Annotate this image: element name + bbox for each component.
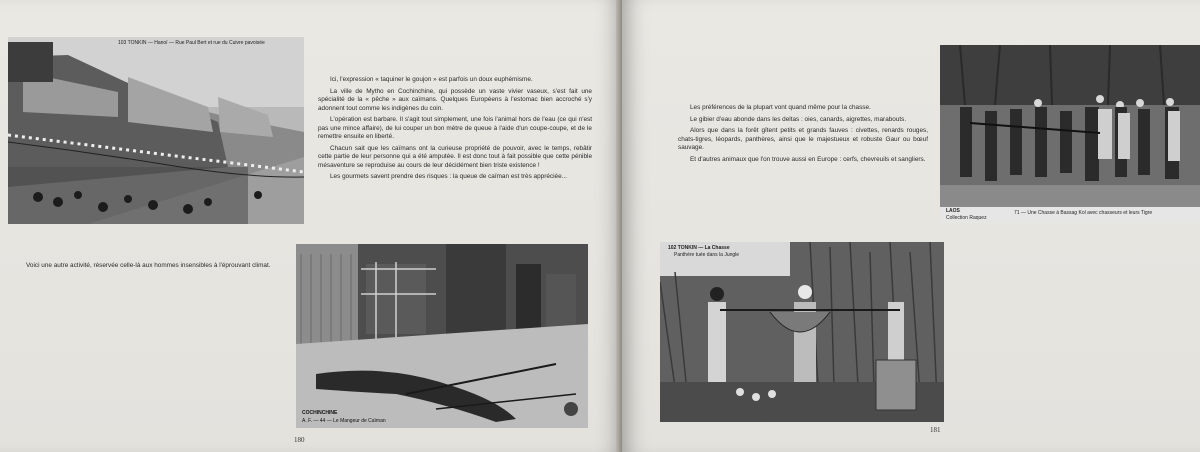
jungle-panther-image <box>660 242 944 422</box>
street-photo <box>8 37 304 224</box>
street-photo-image <box>8 37 304 224</box>
paragraph: Ici, l'expression « taquiner le goujon » est parfois un doux euphémisme. <box>330 76 533 83</box>
laos-caption-sub: Collection Raquez <box>946 215 987 221</box>
jungle-panther-photo <box>660 242 944 422</box>
paragraph: Les gourmets savent prendre des risques : la queue de caïman est très appréciée... <box>330 173 567 180</box>
jungle-caption-title: 102 TONKIN — La Chasse <box>668 245 730 251</box>
paragraph: Chacun sait que les caïmans ont la curieuse propriété de pouvoir, avec le temps, rebâtir cette partie de leur personne qui a été amputée. Il est donc tout à fait possible que cette pénible mésaventure se reproduise au cours de leur décidément bien triste existence ! <box>318 144 592 169</box>
paragraph-lower: Voici une autre activité, réservée celle-là aux hommes insensibles à l'éprouvant climat. <box>26 262 271 269</box>
page-number-left: 180 <box>294 436 305 444</box>
crocodile-caption-line: A. F. — 44 — Le Mangeur de Caïman <box>302 418 386 424</box>
right-page <box>622 0 1200 452</box>
paragraph: La ville de Mytho en Cochinchine, qui possède un vaste vivier vaseux, s'est fait une spécialité de la « pêche » aux caïmans. Quelques Européens à l'estomac bien accroché s'y adonnent tout comme les indigènes du coin. <box>318 87 592 112</box>
page-number-right: 181 <box>930 426 941 434</box>
paragraph: Et d'autres animaux que l'on trouve aussi en Europe : cerfs, chevreuils et sangliers. <box>690 155 926 163</box>
crocodile-photo-image <box>296 244 588 428</box>
paragraph: Le gibier d'eau abonde dans les deltas : oies, canards, aigrettes, marabouts. <box>690 115 907 123</box>
jungle-caption-sub: Panthère tuée dans la Jungle <box>674 252 740 258</box>
right-text-column <box>678 104 928 164</box>
left-text-column <box>318 76 592 182</box>
laos-caption-line: 71 — Une Chasse à Bassag Kol avec chasseurs et leurs Tigre <box>1014 210 1153 216</box>
paragraph: L'opération est barbare. Il s'agit tout simplement, une fois l'animal hors de l'eau (ce qui n'est pas une mince affaire), de lui couper un bon mètre de queue à l'aide d'un coupe-coupe, et de le remettre ensuite en liberté. <box>318 116 592 140</box>
crocodile-caption-region: COCHINCHINE <box>302 410 338 416</box>
paragraph: Les préférences de la plupart vont quand même pour la chasse. <box>690 104 871 111</box>
street-photo-caption: 103 TONKIN — Hanoï — Rue Paul Bert et rue du Cuivre pavoisée <box>118 40 265 46</box>
paragraph: Alors que dans la forêt gîtent petits et grands fauves : civettes, renards rouges, chats-tigres, léopards, panthères, ainsi que le majestueux et robuste Gaur ou bœuf sauvage. <box>678 127 928 151</box>
laos-hunters-photo <box>940 45 1200 223</box>
crocodile-photo <box>296 244 588 428</box>
laos-caption-region: LAOS <box>946 208 960 214</box>
laos-hunters-image <box>940 45 1200 223</box>
